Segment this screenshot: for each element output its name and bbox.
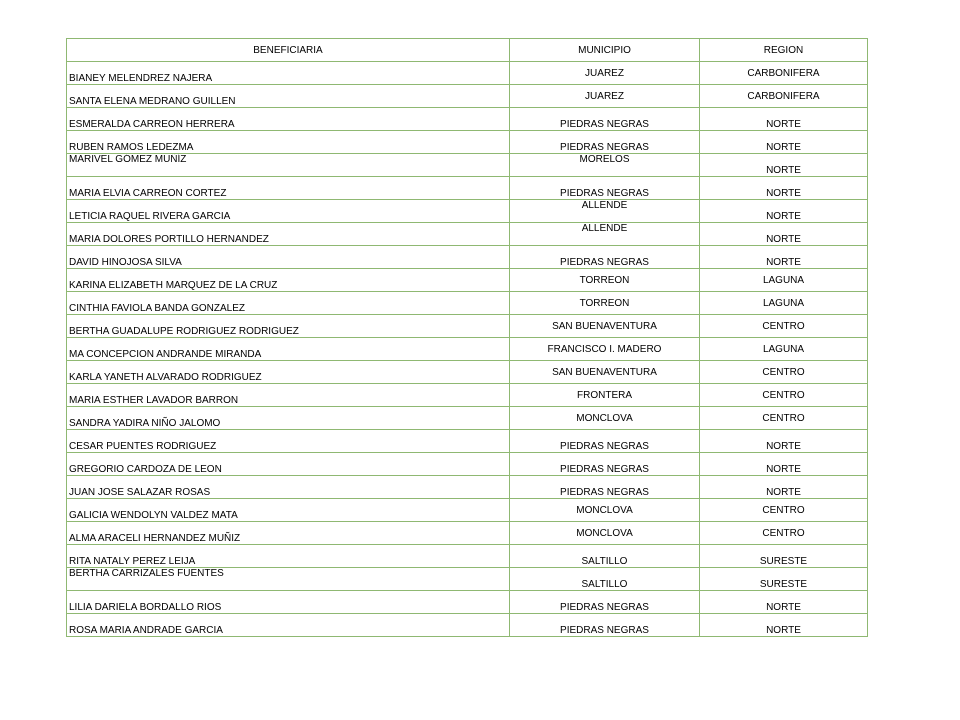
cell-municipio: ALLENDE (510, 223, 700, 246)
cell-region: NORTE (700, 430, 868, 453)
cell-municipio: TORREON (510, 292, 700, 315)
cell-municipio: PIEDRAS NEGRAS (510, 591, 700, 614)
cell-municipio: SAN BUENAVENTURA (510, 361, 700, 384)
table-row (67, 591, 868, 614)
cell-region: NORTE (700, 131, 868, 154)
cell-municipio: MONCLOVA (510, 522, 700, 545)
table-row (67, 522, 868, 545)
cell-beneficiaria: GREGORIO CARDOZA DE LEON (67, 453, 510, 476)
cell-beneficiaria: MA CONCEPCION ANDRANDE MIRANDA (67, 338, 510, 361)
table-row (67, 269, 868, 292)
table-row (67, 361, 868, 384)
table-row (67, 407, 868, 430)
table-row (67, 453, 868, 476)
cell-beneficiaria: ROSA MARIA ANDRADE GARCIA (67, 614, 510, 637)
cell-region: CARBONIFERA (700, 62, 868, 85)
cell-beneficiaria: SANTA ELENA MEDRANO GUILLEN (67, 85, 510, 108)
cell-beneficiaria: LETICIA RAQUEL RIVERA GARCIA (67, 200, 510, 223)
table-row (67, 154, 868, 177)
table-row (67, 315, 868, 338)
cell-beneficiaria: KARINA ELIZABETH MARQUEZ DE LA CRUZ (67, 269, 510, 292)
cell-municipio: PIEDRAS NEGRAS (510, 177, 700, 200)
cell-region: CENTRO (700, 384, 868, 407)
cell-municipio: PIEDRAS NEGRAS (510, 430, 700, 453)
cell-region: NORTE (700, 453, 868, 476)
cell-municipio: MONCLOVA (510, 407, 700, 430)
cell-beneficiaria: JUAN JOSE SALAZAR ROSAS (67, 476, 510, 499)
cell-beneficiaria: RUBEN RAMOS LEDEZMA (67, 131, 510, 154)
cell-beneficiaria: MARIVEL GÓMEZ MUÑÍZ (67, 154, 510, 177)
table-row (67, 177, 868, 200)
table-row (67, 338, 868, 361)
cell-beneficiaria: MARIA DOLORES PORTILLO HERNANDEZ (67, 223, 510, 246)
cell-beneficiaria: MARIA ESTHER LAVADOR BARRON (67, 384, 510, 407)
cell-beneficiaria: SANDRA YADIRA NIÑO JALOMO (67, 407, 510, 430)
table-row (67, 499, 868, 522)
table-row (67, 246, 868, 269)
cell-municipio: PIEDRAS NEGRAS (510, 131, 700, 154)
cell-beneficiaria: BIANEY MELENDREZ NAJERA (67, 62, 510, 85)
cell-beneficiaria: BERTHA GUADALUPE RODRIGUEZ RODRIGUEZ (67, 315, 510, 338)
cell-municipio: TORREON (510, 269, 700, 292)
cell-region: CENTRO (700, 315, 868, 338)
cell-beneficiaria: DAVID HINOJOSA SILVA (67, 246, 510, 269)
cell-municipio: SAN BUENAVENTURA (510, 315, 700, 338)
cell-region: CARBONIFERA (700, 85, 868, 108)
cell-region: NORTE (700, 223, 868, 246)
table-row (67, 476, 868, 499)
cell-region: LAGUNA (700, 338, 868, 361)
cell-beneficiaria: CESAR PUENTES RODRIGUEZ (67, 430, 510, 453)
table-row (67, 131, 868, 154)
header-region: REGION (700, 39, 868, 62)
beneficiaries-table (66, 38, 868, 637)
cell-municipio: PIEDRAS NEGRAS (510, 108, 700, 131)
header-beneficiaria: BENEFICIARIA (67, 39, 510, 62)
table-row (67, 430, 868, 453)
cell-beneficiaria: LILIA DARIELA BORDALLO RIOS (67, 591, 510, 614)
header-row (67, 39, 868, 62)
cell-region: NORTE (700, 177, 868, 200)
cell-municipio: SALTILLO (510, 545, 700, 568)
cell-municipio: MONCLOVA (510, 499, 700, 522)
cell-region: NORTE (700, 154, 868, 177)
header-municipio: MUNICIPIO (510, 39, 700, 62)
cell-region: NORTE (700, 200, 868, 223)
cell-region: LAGUNA (700, 292, 868, 315)
table-row (67, 85, 868, 108)
cell-beneficiaria: BERTHA CARRIZALES FUENTES (67, 568, 510, 591)
cell-region: NORTE (700, 108, 868, 131)
cell-municipio: PIEDRAS NEGRAS (510, 246, 700, 269)
cell-municipio: PIEDRAS NEGRAS (510, 476, 700, 499)
cell-beneficiaria: CINTHIA FAVIOLA BANDA GONZALEZ (67, 292, 510, 315)
cell-municipio: FRONTERA (510, 384, 700, 407)
cell-beneficiaria: KARLA YANETH ALVARADO RODRIGUEZ (67, 361, 510, 384)
cell-region: LAGUNA (700, 269, 868, 292)
cell-region: CENTRO (700, 499, 868, 522)
cell-region: NORTE (700, 591, 868, 614)
cell-region: CENTRO (700, 361, 868, 384)
cell-municipio: JUAREZ (510, 85, 700, 108)
cell-municipio: MORELOS (510, 154, 700, 177)
cell-municipio: SALTILLO (510, 568, 700, 591)
cell-region: SURESTE (700, 568, 868, 591)
cell-region: NORTE (700, 246, 868, 269)
cell-municipio: ALLENDE (510, 200, 700, 223)
cell-region: CENTRO (700, 407, 868, 430)
cell-beneficiaria: ALMA ARACELI HERNANDEZ MUÑIZ (67, 522, 510, 545)
cell-region: CENTRO (700, 522, 868, 545)
table-row (67, 614, 868, 637)
cell-municipio: PIEDRAS NEGRAS (510, 453, 700, 476)
table-row (67, 223, 868, 246)
cell-beneficiaria: MARIA ELVIA CARREON CORTEZ (67, 177, 510, 200)
table-row (67, 568, 868, 591)
table-row (67, 545, 868, 568)
cell-municipio: JUAREZ (510, 62, 700, 85)
cell-region: NORTE (700, 614, 868, 637)
cell-beneficiaria: RITA NATALY PEREZ LEIJA (67, 545, 510, 568)
cell-beneficiaria: ESMERALDA CARREON HERRERA (67, 108, 510, 131)
cell-region: SURESTE (700, 545, 868, 568)
cell-region: NORTE (700, 476, 868, 499)
table-row (67, 292, 868, 315)
table-row (67, 384, 868, 407)
cell-beneficiaria: GALICIA WENDOLYN VALDEZ MATA (67, 499, 510, 522)
cell-municipio: FRANCISCO I. MADERO (510, 338, 700, 361)
table-row (67, 108, 868, 131)
table-row (67, 62, 868, 85)
cell-municipio: PIEDRAS NEGRAS (510, 614, 700, 637)
table-row (67, 200, 868, 223)
